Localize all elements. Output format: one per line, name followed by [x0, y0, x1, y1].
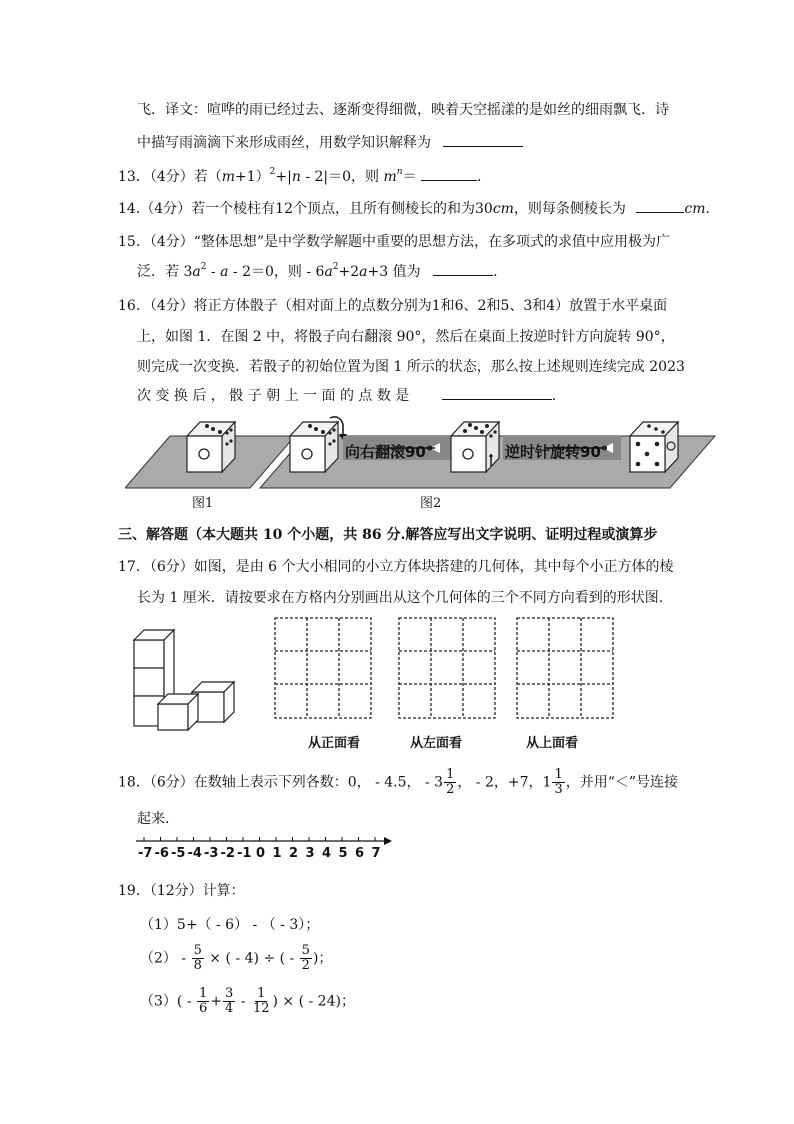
number-line-label: 1	[272, 846, 282, 861]
fig2-die-a	[290, 422, 338, 472]
label-front-view: 从正面看	[308, 736, 361, 751]
number-line-label: -4	[187, 846, 202, 861]
q19-p2-label: （2）	[140, 950, 177, 967]
q15-a2: a	[220, 264, 229, 280]
q14-answer-blank[interactable]	[636, 212, 684, 213]
q12-answer-blank[interactable]	[443, 146, 523, 147]
fig2-caption: 图2	[420, 496, 442, 511]
q15-part-e: +3 值为	[367, 264, 421, 280]
q16-line3: 则完成一次变换．若骰子的初始位置为图 1 所示的状态，那么按上述规则连续完成 2023	[137, 359, 685, 375]
number-line-label: 6	[354, 846, 365, 861]
q16-line4-text: 次 变 换 后 ， 骰 子 朝 上 一 面 的 点 数 是	[137, 388, 410, 404]
arrow2-label: 逆时针旋转90°	[505, 443, 609, 461]
q14	[118, 198, 710, 218]
fig1-die	[187, 422, 235, 472]
grid-left[interactable]	[398, 617, 496, 719]
fig2-die-b	[451, 422, 499, 472]
q17-line1: 17．（6分）如图，是由 6 个大小相同的小立方体块搭建的几何体，其中每个小正方体的棱	[118, 559, 674, 575]
q14-unit: cm	[684, 201, 706, 217]
q19-p3-a: ( -	[176, 993, 197, 1010]
q16-line4: 次 变 换 后 ， 骰 子 朝 上 一 面 的 点 数 是 .	[137, 388, 557, 404]
q14-text: 14.（4分）若一个棱柱有12个顶点，且所有侧棱长的和为30	[118, 201, 493, 217]
number-line-label: -7	[138, 846, 153, 861]
q17-line2: 长为 1 厘米．请按要求在方格内分别画出从这个几何体的三个不同方向看到的形状图.	[137, 590, 664, 606]
grid-top[interactable]	[516, 617, 614, 719]
number-line-label: 5	[338, 846, 348, 861]
fig2-die-c	[630, 422, 678, 472]
number-line-label: 0	[255, 846, 266, 861]
q18-frac-third: $\frac{1}{3}$	[554, 767, 563, 797]
q19-p2-b: × ( - 4) ÷ ( -	[204, 950, 299, 967]
number-line-label: -3	[204, 846, 219, 861]
q19-part2	[140, 944, 332, 973]
q13-var-n: n	[291, 169, 301, 185]
q13-answer-blank[interactable]	[421, 180, 477, 181]
number-line-label: -1	[237, 846, 252, 861]
q19-p2-frac1: $\frac{5}{8}$	[193, 943, 202, 973]
q16-line1: 16．（4分）将正方体骰子（相对面上的点数分别为1和6、2和5、3和4）放置于水平桌面	[118, 298, 668, 314]
q15-answer-blank[interactable]	[433, 275, 493, 276]
q18-line2: 起来.	[137, 811, 170, 827]
q15-exp2: 2	[332, 262, 339, 272]
fig1-caption: 图1	[192, 496, 214, 511]
q15-part-b: -	[206, 264, 221, 280]
q15-a1: a	[192, 264, 201, 280]
number-line-label: 2	[288, 846, 299, 861]
q18-text-a: 18．（6分）在数轴上表示下列各数：0， - 4.5， - 3	[118, 774, 444, 791]
q13-prefix: 13．（4分）若（	[118, 169, 222, 185]
number-line-label: 4	[321, 846, 332, 861]
q13-base-m: m	[383, 169, 397, 185]
q13-exp-n: n	[396, 167, 403, 177]
q15-part-a: 泛．若 3	[137, 264, 193, 280]
q19-part1: （1）5+（ - 6） - （ - 3）；	[140, 917, 320, 933]
q18-frac-half: $\frac{1}{2}$	[446, 767, 455, 797]
q19-p3-frac1: $\frac{1}{6}$	[199, 986, 208, 1016]
q14-text2: ，则每条侧棱长为	[513, 201, 626, 217]
q12-line1: 飞．译文：喧哗的雨已经过去、逐渐变得细微，映着天空摇漾的是如丝的细雨飘飞．诗	[137, 102, 669, 118]
number-line-arrow-icon	[384, 837, 392, 845]
number-line-label: 3	[305, 846, 315, 861]
q15-exp1: 2	[200, 262, 207, 272]
q19-p3-c: -	[236, 993, 250, 1010]
q15-part-c: - 2＝0，则 - 6	[228, 264, 325, 280]
label-top-view: 从上面看	[526, 736, 579, 751]
q18-text-b: ， - 2，+7，1	[457, 774, 552, 791]
q19-title: 19．（12分）计算：	[118, 883, 245, 899]
q13: 13．（4分）若$(m+1)^2+|n - 2|=0$，则 $m^n=$ .	[118, 167, 482, 185]
cube-solid-figure	[130, 628, 240, 732]
q15-line2: 泛．若 $3a^2 - a - 2=0$，则 - $6a^2+2a+3$ 值为 .	[137, 262, 498, 280]
q19-p3-label: （3）	[140, 993, 177, 1010]
q13-var-m: m	[221, 169, 236, 185]
q14-unit-mid: cm	[492, 201, 514, 217]
q19-p2-a: -	[176, 950, 191, 967]
arrow1-label: 向右翻滚90°	[345, 443, 434, 461]
number-line-label: -2	[220, 846, 235, 861]
number-line-label: 7	[371, 846, 381, 861]
number-line-label: -6	[154, 846, 169, 861]
grid-front[interactable]	[274, 617, 372, 719]
q19-part3	[140, 987, 355, 1016]
q19-p3-b: +	[210, 993, 223, 1010]
number-line-label: -5	[171, 846, 186, 861]
q15-a4: a	[359, 264, 368, 280]
q19-p3-d: ) × ( - 24)；	[272, 993, 355, 1010]
q19-p3-frac2: $\frac{3}{4}$	[225, 986, 234, 1016]
q18-text-c: ，并用“＜”号连接	[565, 774, 679, 791]
q19-p2-frac2: $\frac{5}{2}$	[301, 943, 310, 973]
q16-line2: 上，如图 1．在图 2 中，将骰子向右翻滚 90°，然后在桌面上按逆时针方向旋转 90°，	[137, 329, 675, 345]
q16-answer-blank[interactable]	[442, 399, 552, 400]
section3-title: 三、解答题（本大题共 10 个小题，共 86 分.解答应写出文字说明、证明过程或演算步	[118, 527, 658, 543]
q13-eq: ＝	[402, 169, 417, 185]
q13-square: 2	[269, 167, 276, 177]
q13-plus1: +1）	[235, 169, 270, 185]
label-left-view: 从左面看	[410, 736, 463, 751]
q14-end: .	[705, 201, 710, 217]
q12-line2	[137, 132, 523, 152]
q19-p3-frac3: $\frac{1}{12}$	[252, 986, 270, 1016]
q19-p2-c: )；	[312, 950, 333, 967]
q18-line1	[118, 768, 678, 797]
q13-abs: +|	[275, 169, 292, 185]
q13-minus2: - 2|＝0，则	[300, 169, 384, 185]
q15-a3: a	[324, 264, 333, 280]
number-line-labels	[138, 846, 396, 862]
q12-line2-text: 中描写雨滴滴下来形成雨丝，用数学知识解释为	[137, 135, 431, 151]
q15-line1: 15．（4分）“整体思想”是中学数学解题中重要的思想方法，在多项式的求值中应用极为广	[118, 234, 671, 250]
q15-part-d: +2	[338, 264, 360, 280]
